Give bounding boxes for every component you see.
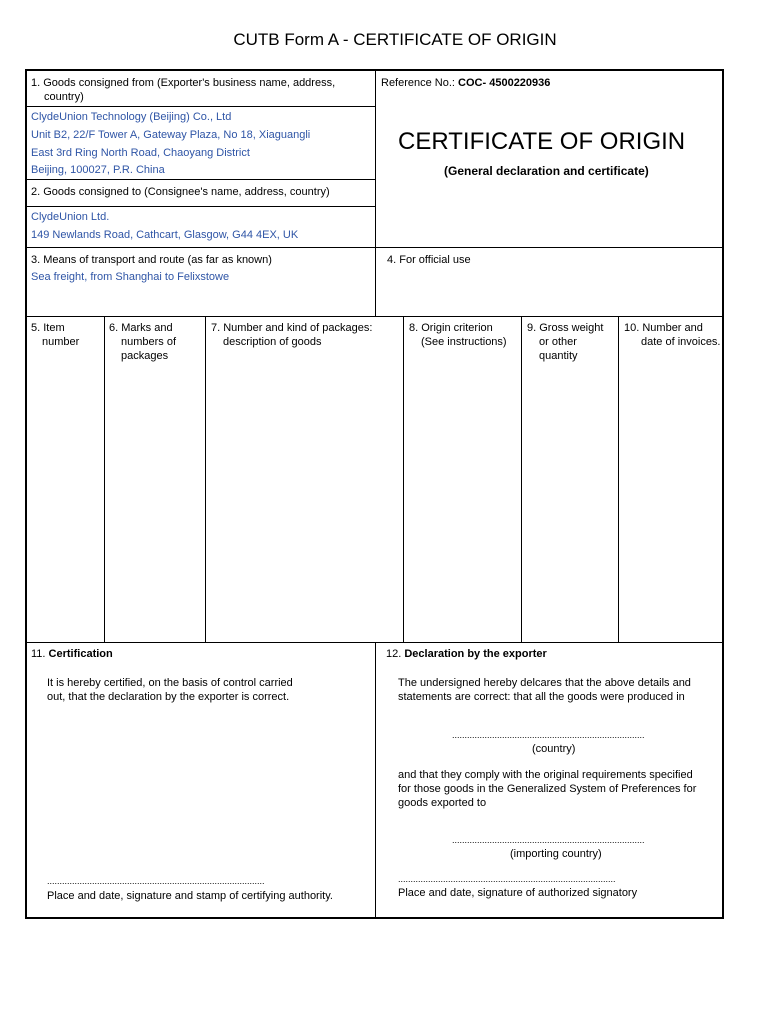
col6-header-1: 6. Marks and [109,322,173,334]
declaration-text2-2: for those goods in the Generalized System of Preferences for [398,783,697,795]
divider-box1-label [26,106,375,107]
col8-header-1: 8. Origin criterion [409,322,493,334]
col9-header-1: 9. Gross weight [527,322,604,334]
exporter-line-2: Unit B2, 22/F Tower A, Gateway Plaza, No 18, Xiaguangli [31,129,311,141]
divider-columns [26,316,724,317]
page-title: CUTB Form A - CERTIFICATE OF ORIGIN [233,30,557,49]
declaration-text-2: statements are correct: that all the goods were produced in [398,691,685,703]
reference [381,76,550,90]
col-divider-9 [618,316,619,642]
box11-heading [31,647,113,661]
col6-header-2: numbers of [121,336,177,348]
declaration-text-1: The undersigned hereby delcares that the above details and [398,677,691,689]
transport-route: Sea freight, from Shanghai to Felixstowe [31,271,230,283]
divider-v-bottom [375,642,376,919]
consignee-line-1: ClydeUnion Ltd. [31,211,110,223]
reference-number: 4500220936 [489,77,551,89]
declaration-text2-3: goods exported to [398,797,487,809]
certificate-title: CERTIFICATE OF ORIGIN [398,128,686,155]
reference-prefix: COC- [458,77,487,89]
col6-header-3: packages [121,350,169,362]
importing-country-label: (importing country) [510,848,602,860]
box11-number: 11. [31,648,46,660]
importing-country-dots: ............................................................................. [452,835,645,845]
certificate-subtitle: (General declaration and certificate) [444,164,649,178]
col9-header-3: quantity [539,350,578,362]
box12-heading [386,647,547,661]
country-dots: ............................................................................. [452,730,645,740]
exporter-line-4: Beijing, 100027, P.R. China [31,164,165,176]
col9-header-2: or other [539,336,577,348]
declaration-signature-label: Place and date, signature of authorized signatory [398,887,638,899]
col8-header-2: (See instructions) [421,336,507,348]
certification-text-1: It is hereby certified, on the basis of control carried [47,677,293,689]
declaration-signature-line: ....................................................................................... [398,874,616,884]
box1-label-cont: country) [44,91,84,103]
exporter-line-1: ClydeUnion Technology (Beijing) Co., Ltd [31,111,232,123]
exporter-line-3: East 3rd Ring North Road, Chaoyang District [31,147,250,159]
col7-header-1: 7. Number and kind of packages: [211,322,373,334]
divider-v-top [375,70,376,316]
consignee-line-2: 149 Newlands Road, Cathcart, Glasgow, G44 4EX, UK [31,229,299,241]
col7-header-2: description of goods [223,336,322,348]
col-divider-7 [403,316,404,642]
declaration-text2-1: and that they comply with the original requirements specified [398,769,693,781]
box4-label: 4. For official use [387,254,471,266]
box3-label: 3. Means of transport and route (as far as known) [31,254,272,266]
col5-header-1: 5. Item [31,322,65,334]
col-divider-6 [205,316,206,642]
box1-label: 1. Goods consigned from (Exporter's business name, address, [31,77,336,89]
certification-text-2: out, that the declaration by the exporter is correct. [47,691,290,703]
country-label: (country) [532,743,576,755]
reference-label: Reference No.: [381,77,455,89]
certification-signature-line: ....................................................................................... [47,876,265,886]
divider-box1-box2 [26,179,375,180]
box12-number: 12. [386,648,402,660]
divider-box3 [26,247,724,248]
box11-title: Certification [48,648,113,660]
divider-box2-label [26,206,375,207]
box2-label: 2. Goods consigned to (Consignee's name, address, country) [31,186,330,198]
certification-signature-label: Place and date, signature and stamp of certifying authority. [47,890,333,902]
col10-header-2: date of invoices. [641,336,721,348]
box12-title: Declaration by the exporter [404,648,547,660]
col10-header-1: 10. Number and [624,322,703,334]
col5-header-2: number [42,336,80,348]
col-divider-8 [521,316,522,642]
col-divider-5 [104,316,105,642]
